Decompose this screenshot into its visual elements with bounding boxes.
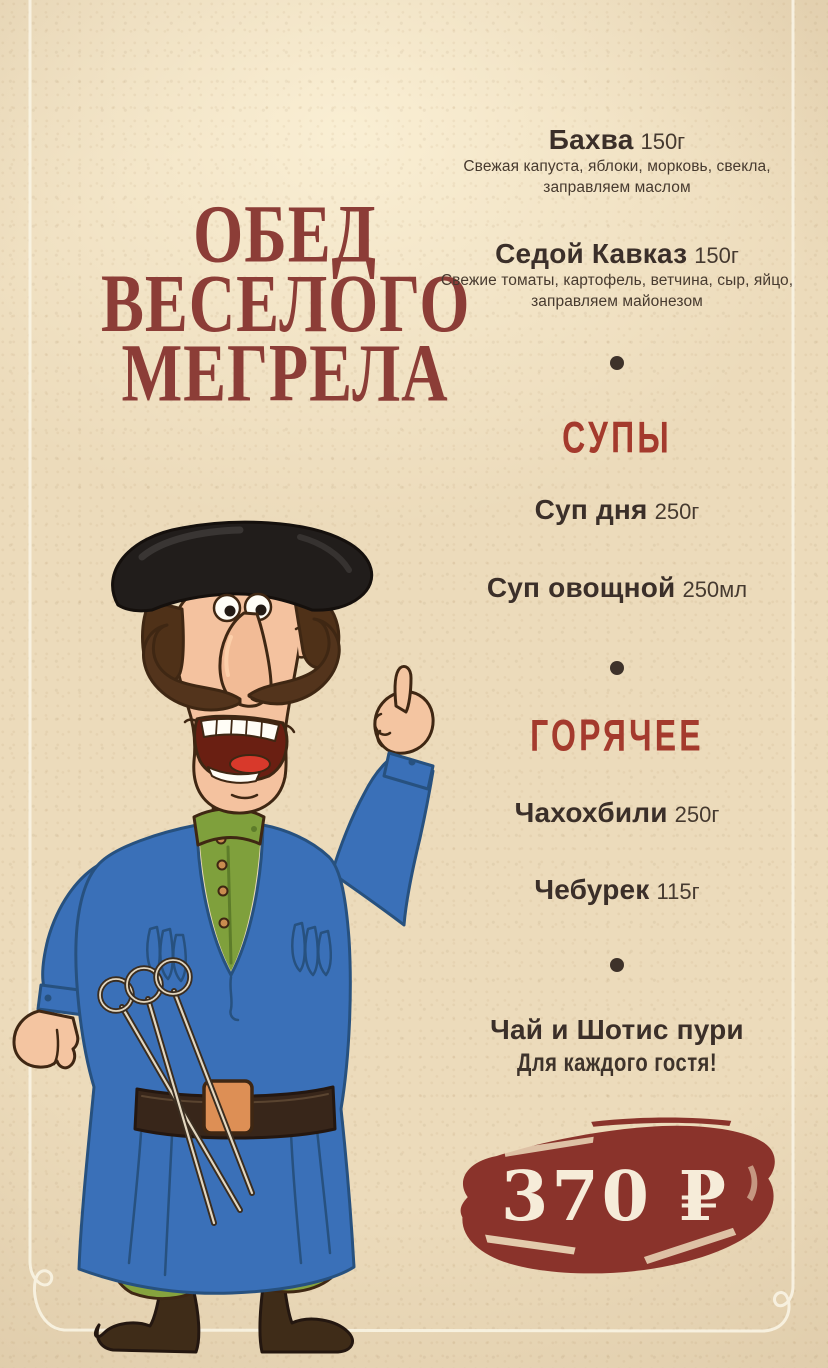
item-name: Чахохбили: [514, 797, 668, 828]
item-name: Бахва: [548, 124, 634, 155]
page-title: [101, 189, 471, 420]
left-hand: [14, 1011, 78, 1068]
section-heading-hot: ГОРЯЧЕЕ: [530, 711, 704, 761]
gift-note: Для каждого гостя!: [516, 1048, 718, 1077]
menu-item-chakhokhbili: [437, 797, 797, 829]
item-name: Суп овощной: [486, 572, 676, 603]
head: [113, 522, 372, 813]
title-line-2: ВЕСЕЛОГО: [101, 259, 471, 350]
price-label: 370 ₽: [501, 1157, 729, 1237]
item-description: Свежие томаты, картофель, ветчина, сыр, яйцо, заправляем майонезом: [440, 272, 794, 310]
menu-item-cheburek: [437, 874, 797, 906]
section-heading-soups: СУПЫ: [562, 413, 672, 463]
gift-item: [437, 1014, 797, 1046]
item-portion: 250г: [674, 802, 720, 827]
item-portion: 150г: [694, 243, 739, 268]
menu-item-soup-of-day: [437, 494, 797, 526]
section-divider-dot: [610, 356, 624, 370]
character-illustration: [0, 515, 445, 1368]
menu-item-vegetable-soup: [437, 572, 797, 604]
raised-arm: [332, 666, 433, 925]
gift-name: Чай и Шотис пури: [490, 1014, 744, 1045]
item-portion: 250мл: [682, 577, 748, 602]
price-badge: [446, 1112, 784, 1292]
item-name: Седой Кавказ: [495, 238, 688, 269]
item-description: Свежая капуста, яблоки, морковь, свекла, заправляем маслом: [463, 158, 771, 196]
menu-item-sedoy-kavkaz: [437, 238, 797, 270]
menu-item-bakhva: [437, 124, 797, 156]
item-portion: 250г: [654, 499, 700, 524]
title-line-1: ОБЕД: [193, 189, 377, 281]
title-line-3: МЕГРЕЛА: [121, 328, 449, 420]
section-divider-dot: [610, 958, 624, 972]
item-portion: 150г: [640, 129, 686, 154]
section-divider-dot: [610, 661, 624, 675]
item-portion: 115г: [656, 879, 700, 904]
item-name: Чебурек: [534, 874, 650, 905]
item-name: Суп дня: [534, 494, 648, 525]
